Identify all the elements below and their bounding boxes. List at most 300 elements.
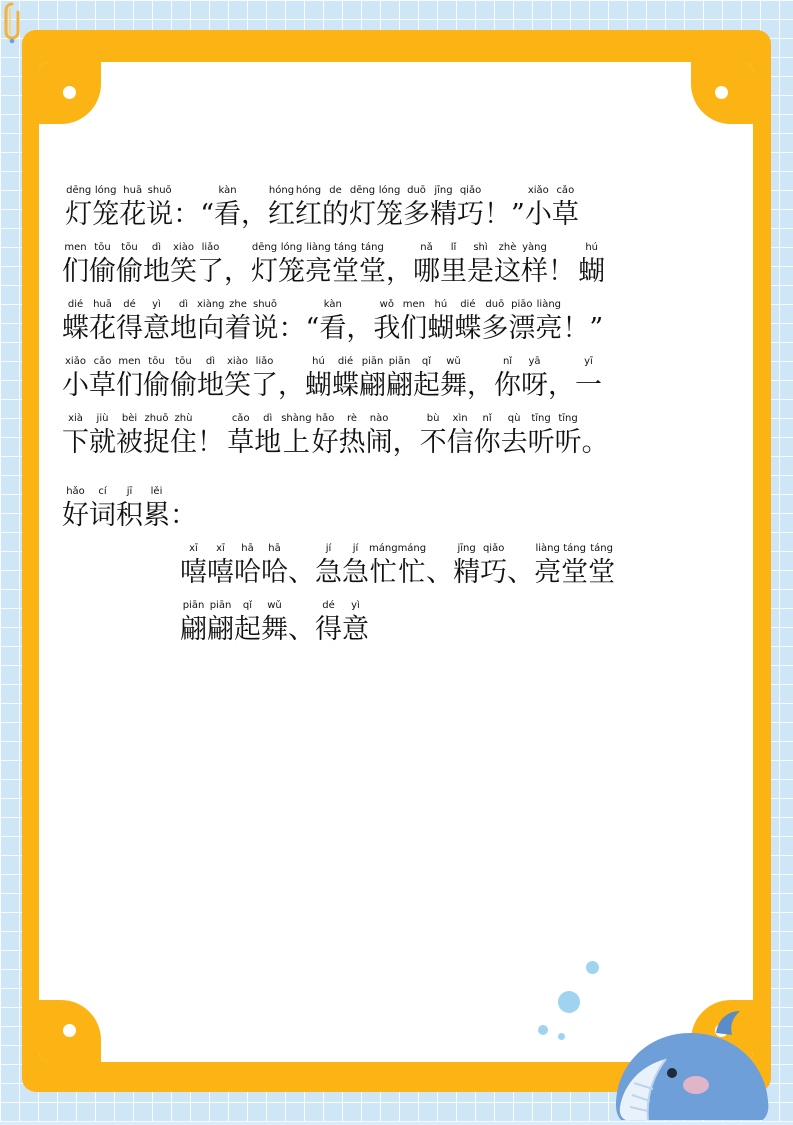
hanzi-text: 灯 — [349, 199, 376, 230]
character-cell — [373, 299, 400, 346]
character-cell — [197, 299, 225, 346]
character-cell — [278, 356, 305, 403]
hanzi-text: 你 — [494, 370, 521, 401]
pinyin-text: shuō — [253, 299, 278, 310]
hanzi-text: 哈 — [261, 557, 288, 588]
character-cell — [319, 299, 346, 346]
character-cell — [170, 299, 197, 346]
pinyin-text: yì — [152, 299, 161, 310]
pinyin-text: hú — [434, 299, 448, 310]
hanzi-text: 你 — [473, 427, 501, 458]
hanzi-text: 我 — [373, 313, 401, 344]
character-cell — [62, 299, 89, 346]
pinyin-text: hú — [585, 242, 599, 253]
hanzi-text: 红 — [295, 199, 322, 230]
hanzi-text: 堂 — [332, 256, 359, 287]
pinyin-text: máng — [369, 543, 398, 554]
hanzi-text: 一 — [575, 370, 602, 401]
hanzi-text: 起 — [413, 370, 440, 401]
character-cell — [454, 299, 481, 346]
character-cell — [312, 413, 339, 460]
pinyin-text: lěi — [150, 486, 163, 497]
hanzi-text: 堂 — [561, 557, 589, 588]
character-cell — [393, 413, 420, 460]
pinyin-text: jí — [352, 543, 359, 554]
character-cell — [170, 242, 197, 289]
character-cell — [535, 299, 562, 346]
character-cell — [200, 185, 214, 232]
pinyin-text: men — [64, 242, 87, 253]
character-cell — [146, 185, 173, 232]
hanzi-text: 笼 — [278, 256, 305, 287]
character-cell — [359, 356, 386, 403]
character-cell — [494, 356, 521, 403]
hanzi-text: 蝴 — [305, 370, 332, 401]
character-cell — [295, 185, 322, 232]
passage-line — [62, 413, 722, 460]
hanzi-text: 信 — [446, 427, 474, 458]
character-cell — [170, 486, 197, 533]
character-cell — [467, 242, 494, 289]
hanzi-text: “ — [305, 313, 320, 344]
hanzi-text: 草 — [89, 370, 116, 401]
character-cell — [315, 600, 342, 647]
hanzi-text: 不 — [419, 427, 447, 458]
hanzi-text: 花 — [119, 199, 147, 230]
pinyin-text: xiǎo — [527, 185, 549, 196]
character-cell — [322, 185, 349, 232]
hanzi-text: 积 — [116, 500, 143, 531]
hanzi-text: 地 — [170, 313, 197, 344]
character-cell — [386, 356, 413, 403]
character-cell — [578, 242, 605, 289]
character-cell — [170, 356, 197, 403]
character-cell — [62, 242, 89, 289]
hanzi-text: 了 — [197, 256, 224, 287]
character-cell — [332, 242, 359, 289]
hanzi-text: 翩 — [207, 614, 234, 645]
passage-line — [62, 185, 722, 232]
corner-hole-icon — [715, 86, 728, 99]
character-cell — [92, 185, 119, 232]
pinyin-text: qǐ — [242, 600, 253, 611]
hanzi-text: 红 — [268, 199, 295, 230]
pinyin-text: piān — [182, 600, 205, 611]
pinyin-text: shuō — [147, 185, 172, 196]
character-cell — [315, 543, 342, 590]
hanzi-text: 蝶 — [454, 313, 482, 344]
good-words-heading — [62, 486, 722, 533]
hanzi-text: 向 — [197, 313, 225, 344]
character-cell — [89, 486, 116, 533]
good-words-line — [180, 600, 722, 647]
hanzi-text: 小 — [524, 199, 552, 230]
pinyin-text: dēng — [66, 185, 92, 196]
character-cell — [453, 543, 480, 590]
hanzi-text: ， — [392, 427, 420, 458]
hanzi-text: 翩 — [386, 370, 413, 401]
character-cell — [143, 242, 170, 289]
hanzi-text: 草 — [227, 427, 255, 458]
pinyin-text: de — [329, 185, 342, 196]
character-cell — [440, 242, 467, 289]
pinyin-text: jiù — [96, 413, 109, 424]
hanzi-text: 热 — [338, 427, 366, 458]
hanzi-text: 地 — [254, 427, 282, 458]
character-cell — [507, 543, 534, 590]
character-cell — [440, 356, 467, 403]
character-cell — [62, 413, 89, 460]
pinyin-text: yā — [528, 356, 541, 367]
hanzi-text: ： — [278, 313, 306, 344]
hanzi-text: 闹 — [365, 427, 393, 458]
hanzi-text: 听 — [554, 427, 582, 458]
character-cell — [116, 299, 143, 346]
pinyin-text: jī — [126, 486, 133, 497]
hanzi-text: 亮 — [535, 313, 563, 344]
character-cell — [332, 356, 359, 403]
good-words-heading-line — [62, 486, 722, 533]
character-cell — [173, 185, 200, 232]
hanzi-text: 、 — [426, 557, 454, 588]
character-cell — [508, 299, 535, 346]
pinyin-text: piān — [388, 356, 411, 367]
hanzi-text: 看 — [319, 313, 347, 344]
character-cell — [501, 413, 528, 460]
character-cell — [589, 299, 603, 346]
pinyin-text: tōu — [148, 356, 165, 367]
pinyin-text: duō — [407, 185, 426, 196]
hanzi-text: 地 — [143, 256, 170, 287]
hanzi-text: 蝶 — [332, 370, 359, 401]
hanzi-text: “ — [200, 199, 214, 230]
character-cell — [342, 543, 369, 590]
pinyin-text: dì — [263, 413, 273, 424]
pinyin-text: xī — [189, 543, 198, 554]
character-cell — [89, 356, 116, 403]
corner-hole-icon — [63, 1024, 76, 1037]
pinyin-text: lóng — [280, 242, 303, 253]
hanzi-text: 舞 — [440, 370, 467, 401]
character-cell — [447, 413, 474, 460]
hanzi-text: 了 — [251, 370, 278, 401]
character-cell — [484, 185, 511, 232]
pinyin-text: táng — [361, 242, 384, 253]
pinyin-text: cǎo — [231, 413, 250, 424]
hanzi-text: 偷 — [116, 256, 143, 287]
pinyin-text: bèi — [121, 413, 138, 424]
character-cell — [420, 413, 447, 460]
pinyin-text: lǐ — [450, 242, 457, 253]
character-cell — [143, 413, 170, 460]
pinyin-text: lóng — [94, 185, 117, 196]
hanzi-text: ： — [173, 199, 201, 230]
hanzi-text: 蝶 — [62, 313, 89, 344]
pinyin-text: dēng — [251, 242, 278, 253]
character-cell — [369, 543, 398, 590]
hanzi-text: 们 — [62, 256, 89, 287]
hanzi-text: 笼 — [92, 199, 120, 230]
pinyin-text: shàng — [281, 413, 312, 424]
hanzi-text: 笑 — [224, 370, 251, 401]
character-cell — [413, 242, 440, 289]
hanzi-text: 住 — [170, 427, 197, 458]
hanzi-text: 累 — [143, 500, 170, 531]
hanzi-text: 急 — [315, 557, 342, 588]
hanzi-text: 巧 — [480, 557, 508, 588]
hanzi-text: 翩 — [180, 614, 207, 645]
hanzi-text: 词 — [89, 500, 116, 531]
passage-line — [62, 299, 722, 346]
pinyin-text: cǎo — [556, 185, 575, 196]
character-cell — [251, 356, 278, 403]
character-cell — [281, 413, 311, 460]
character-cell — [143, 486, 170, 533]
pinyin-text: wǔ — [267, 600, 282, 611]
character-cell — [521, 356, 548, 403]
hanzi-text: 偷 — [170, 370, 197, 401]
hanzi-text: ！ — [197, 427, 224, 458]
character-cell — [548, 242, 575, 289]
hanzi-text: 精 — [453, 557, 481, 588]
character-cell — [305, 356, 332, 403]
hanzi-text: ！ — [548, 256, 575, 287]
character-cell — [494, 242, 521, 289]
character-cell — [403, 185, 430, 232]
character-cell — [197, 242, 224, 289]
pinyin-text: zhù — [174, 413, 193, 424]
hanzi-text: 去 — [500, 427, 528, 458]
hanzi-text: 得 — [116, 313, 143, 344]
hanzi-text: 笑 — [170, 256, 197, 287]
pinyin-text: liàng — [536, 299, 562, 310]
hanzi-text: ， — [346, 313, 374, 344]
character-cell — [251, 242, 278, 289]
character-cell — [306, 299, 320, 346]
character-cell — [89, 413, 116, 460]
pinyin-text: qiǎo — [459, 185, 482, 196]
hanzi-text: 偷 — [143, 370, 170, 401]
pinyin-text: xiǎo — [65, 356, 86, 367]
hanzi-text: 哪 — [413, 256, 440, 287]
character-cell — [457, 185, 484, 232]
character-cell — [400, 299, 427, 346]
pinyin-text: nǐ — [482, 413, 492, 424]
pinyin-text: tōu — [121, 242, 138, 253]
pinyin-text: cǎo — [93, 356, 112, 367]
character-cell — [143, 356, 170, 403]
passage-line — [62, 356, 722, 403]
hanzi-text: 里 — [440, 256, 467, 287]
character-cell — [180, 543, 207, 590]
passage-line — [62, 242, 722, 289]
character-cell — [62, 486, 89, 533]
hanzi-text: 偷 — [89, 256, 116, 287]
pinyin-text: yì — [351, 600, 360, 611]
pinyin-text: duō — [485, 299, 505, 310]
pinyin-text: yàng — [522, 242, 547, 253]
hanzi-text: 呀 — [521, 370, 548, 401]
corner-hole-icon — [63, 86, 76, 99]
character-cell — [582, 413, 609, 460]
hanzi-text: 好 — [311, 427, 339, 458]
pinyin-text: xià — [68, 413, 83, 424]
hanzi-text: ， — [224, 256, 251, 287]
pinyin-text: qù — [507, 413, 521, 424]
pinyin-text: hā — [241, 543, 254, 554]
pinyin-text: piān — [361, 356, 384, 367]
pinyin-text: dié — [337, 356, 354, 367]
hanzi-text: 多 — [403, 199, 430, 230]
pinyin-text: hóng — [268, 185, 295, 196]
character-cell — [116, 356, 143, 403]
hanzi-text: 们 — [400, 313, 428, 344]
pinyin-text: tīng — [558, 413, 578, 424]
character-cell — [426, 543, 453, 590]
hanzi-text: 蝴 — [427, 313, 455, 344]
pinyin-text: táng — [334, 242, 357, 253]
character-cell — [480, 543, 507, 590]
character-cell — [467, 356, 494, 403]
hanzi-text: 地 — [197, 370, 224, 401]
pinyin-text: kàn — [218, 185, 237, 196]
hanzi-text: ” — [511, 199, 525, 230]
pinyin-text: liǎo — [255, 356, 274, 367]
character-cell — [116, 242, 143, 289]
pinyin-text: men — [402, 299, 425, 310]
pinyin-text: dēng — [349, 185, 376, 196]
hanzi-text: 翩 — [359, 370, 386, 401]
character-cell — [197, 413, 224, 460]
good-words-line — [180, 543, 722, 590]
pinyin-text: tīng — [531, 413, 551, 424]
hanzi-text: ， — [548, 370, 575, 401]
character-cell — [197, 356, 224, 403]
pinyin-text: piāo — [511, 299, 533, 310]
character-cell — [225, 299, 252, 346]
good-words-list — [62, 543, 722, 647]
character-cell — [575, 356, 602, 403]
character-cell — [89, 242, 116, 289]
pinyin-text: tōu — [175, 356, 192, 367]
hanzi-text: 堂 — [359, 256, 386, 287]
character-cell — [474, 413, 501, 460]
character-cell — [430, 185, 457, 232]
character-cell — [89, 299, 116, 346]
pinyin-text: liàng — [535, 543, 560, 554]
hanzi-text: 起 — [234, 614, 261, 645]
hanzi-text: 说 — [146, 199, 174, 230]
pinyin-text: shì — [473, 242, 488, 253]
pinyin-text: dé — [322, 600, 335, 611]
hanzi-text: 被 — [116, 427, 143, 458]
hanzi-text: 这 — [494, 256, 521, 287]
pinyin-text: yī — [584, 356, 593, 367]
hanzi-text: 得 — [315, 614, 342, 645]
hanzi-text: ！ — [484, 199, 511, 230]
character-cell — [349, 185, 376, 232]
character-cell — [366, 413, 393, 460]
pinyin-text: zhè — [498, 242, 517, 253]
worksheet-text-content — [62, 185, 722, 657]
character-cell — [521, 242, 548, 289]
hanzi-text: ， — [278, 370, 305, 401]
pinyin-text: hǎo — [315, 413, 335, 424]
character-cell — [214, 185, 241, 232]
pinyin-text: dié — [67, 299, 84, 310]
pinyin-text: lóng — [378, 185, 401, 196]
character-cell — [555, 413, 582, 460]
hanzi-text: 忙 — [369, 557, 397, 588]
character-cell — [65, 185, 92, 232]
hanzi-text: 着 — [224, 313, 252, 344]
character-cell — [305, 242, 332, 289]
pinyin-text: hǎo — [66, 486, 85, 497]
hanzi-text: 听 — [527, 427, 555, 458]
pinyin-text: dì — [151, 242, 162, 253]
pinyin-text: hú — [312, 356, 325, 367]
pinyin-text: xiàng — [197, 299, 225, 310]
character-cell — [511, 185, 525, 232]
hanzi-text: 嘻 — [207, 557, 234, 588]
pinyin-text: liǎo — [201, 242, 220, 253]
hanzi-text: 。 — [581, 427, 609, 458]
hanzi-text: 草 — [551, 199, 579, 230]
hanzi-text: 漂 — [508, 313, 536, 344]
character-cell — [346, 299, 373, 346]
character-cell — [561, 543, 588, 590]
pinyin-text: hā — [268, 543, 281, 554]
character-cell — [339, 413, 366, 460]
hanzi-text: 说 — [251, 313, 279, 344]
character-cell — [234, 543, 261, 590]
hanzi-text: ， — [467, 370, 494, 401]
hanzi-text: 、 — [507, 557, 535, 588]
hanzi-text: 样 — [521, 256, 548, 287]
character-cell — [268, 185, 295, 232]
character-cell — [261, 600, 288, 647]
bubble-icon — [558, 1033, 565, 1040]
hanzi-text: 是 — [467, 256, 494, 287]
bubble-icon — [538, 1025, 548, 1035]
hanzi-text: 堂 — [588, 557, 616, 588]
pinyin-text: tōu — [94, 242, 111, 253]
hanzi-text: ！ — [562, 313, 590, 344]
character-cell — [116, 486, 143, 533]
character-cell — [562, 299, 589, 346]
hanzi-text: 就 — [89, 427, 116, 458]
pinyin-text: jīng — [457, 543, 476, 554]
character-cell — [252, 299, 279, 346]
character-cell — [528, 413, 555, 460]
pinyin-text: dié — [460, 299, 476, 310]
hanzi-text: ： — [170, 500, 197, 531]
pinyin-text: dé — [123, 299, 136, 310]
bubble-icon — [586, 961, 599, 974]
hanzi-text: ” — [589, 313, 604, 344]
character-cell — [143, 299, 170, 346]
hanzi-text: 、 — [288, 557, 315, 588]
pinyin-text: jí — [325, 543, 332, 554]
hanzi-text: 灯 — [65, 199, 93, 230]
pinyin-text: táng — [563, 543, 586, 554]
character-cell — [588, 543, 615, 590]
pinyin-text: cí — [98, 486, 107, 497]
pinyin-text: xiào — [173, 242, 194, 253]
hanzi-text: 捉 — [143, 427, 170, 458]
pinyin-text: kàn — [323, 299, 342, 310]
pinyin-text: qǐ — [421, 356, 432, 367]
